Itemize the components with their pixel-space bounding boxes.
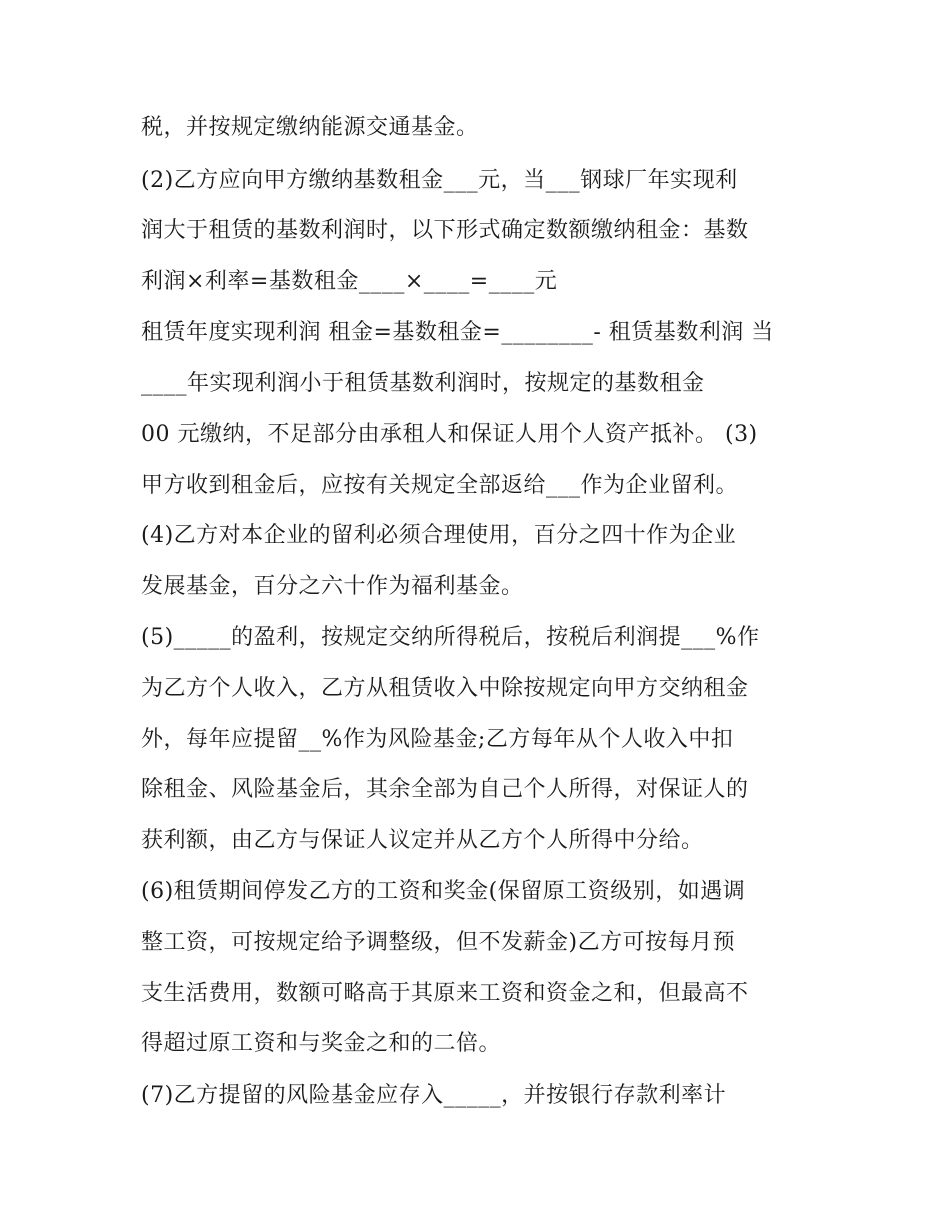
text-line: 获利额，由乙方与保证人议定并从乙方个人所得中分给。 — [141, 828, 704, 853]
text-line: 为乙方个人收入，乙方从租赁收入中除按规定向甲方交纳租金 — [141, 676, 749, 701]
text-line: (5)_____的盈利，按规定交纳所得税后，按税后利润提___%作 — [141, 625, 760, 650]
text-line: (6)租赁期间停发乙方的工资和奖金(保留原工资级别，如遇调 — [141, 879, 746, 904]
text-line: 除租金、风险基金后，其余全部为自己个人所得，对保证人的 — [141, 777, 749, 802]
text-line: (4)乙方对本企业的留利必须合理使用，百分之四十作为企业 — [141, 523, 737, 548]
text-line: 税，并按规定缴纳能源交通基金。 — [141, 115, 479, 140]
text-line: 整工资，可按规定给予调整级，但不发薪金)乙方可按每月预 — [141, 930, 736, 955]
text-line: 支生活费用，数额可略高于其原来工资和资金之和，但最高不 — [141, 981, 749, 1006]
text-line: ____年实现利润小于租赁基数利润时，按规定的基数租金 — [141, 371, 705, 396]
text-line: 润大于租赁的基数利润时，以下形式确定数额缴纳租金：基数 — [141, 218, 749, 243]
text-line: 租赁年度实现利润 租金=基数租金=________- 租赁基数利润 当 — [141, 320, 774, 345]
text-line: 发展基金，百分之六十作为福利基金。 — [141, 574, 524, 599]
text-line: (7)乙方提留的风险基金应存入_____，并按银行存款利率计 — [141, 1083, 727, 1108]
text-line: 00 元缴纳，不足部分由承租人和保证人用个人资产抵补。 (3) — [141, 422, 758, 447]
text-line: 甲方收到租金后，应按有关规定全部返给___作为企业留利。 — [141, 473, 739, 498]
text-line: 得超过原工资和与奖金之和的二倍。 — [141, 1031, 502, 1056]
text-line: 利润×利率=基数租金____×____=____元 — [141, 269, 558, 294]
text-line: 外，每年应提留__%作为风险基金;乙方每年从个人收入中扣 — [141, 727, 734, 752]
text-line: (2)乙方应向甲方缴纳基数租金___元，当___钢球厂年实现利 — [141, 168, 738, 193]
